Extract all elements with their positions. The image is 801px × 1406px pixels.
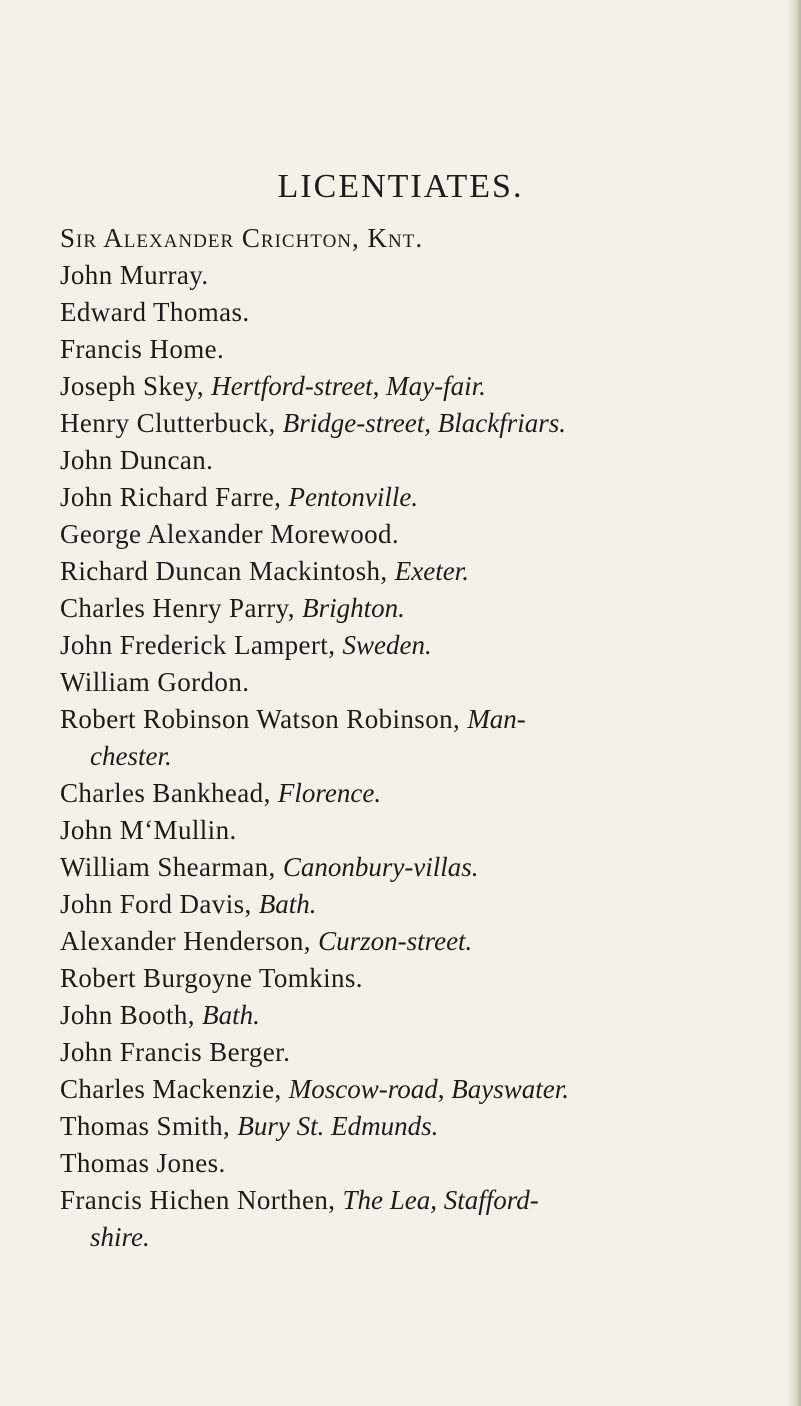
list-item: [60, 627, 770, 664]
list-item: [60, 849, 770, 886]
list-item: [60, 405, 770, 442]
licentiate-place: Bury St. Edmunds.: [237, 1111, 439, 1141]
licentiate-place: Brighton.: [302, 593, 405, 623]
licentiate-name: Thomas Smith,: [60, 1111, 238, 1141]
licentiate-name: John Booth,: [60, 1000, 203, 1030]
licentiate-name: Alexander Henderson,: [60, 926, 319, 956]
licentiate-place: Exeter.: [394, 556, 469, 586]
list-item: [60, 257, 770, 294]
licentiate-name: William Shearman,: [60, 852, 283, 882]
licentiate-name: Francis Hichen Northen,: [60, 1185, 343, 1215]
list-item: [60, 997, 770, 1034]
licentiate-place: Moscow-road, Bayswater.: [288, 1074, 569, 1104]
list-item: [60, 442, 770, 479]
list-item: [60, 664, 770, 701]
licentiate-place: Florence.: [277, 778, 382, 808]
licentiate-name: John Murray.: [60, 260, 209, 290]
list-item: [60, 1071, 770, 1108]
licentiate-name: Edward Thomas.: [60, 297, 250, 327]
licentiate-place: Man-: [467, 704, 526, 734]
licentiate-list: [60, 220, 770, 1256]
licentiate-place: Bridge-street, Blackfriars.: [282, 408, 566, 438]
page-title: LICENTIATES.: [277, 168, 524, 205]
licentiate-name: Charles Mackenzie,: [60, 1074, 289, 1104]
list-item: [60, 553, 770, 590]
list-item: [60, 960, 770, 997]
licentiate-place: Curzon-street.: [318, 926, 473, 956]
licentiate-name: John Ford Davis,: [60, 889, 259, 919]
list-item: [60, 812, 770, 849]
list-item: [60, 294, 770, 331]
list-item: [60, 886, 770, 923]
licentiate-name: Charles Bankhead,: [60, 778, 278, 808]
list-item: [60, 220, 770, 257]
licentiate-name: John Richard Farre,: [60, 482, 289, 512]
list-item: [60, 1145, 770, 1182]
licentiate-name: William Gordon.: [60, 667, 250, 697]
licentiate-place: Canonbury-villas.: [282, 852, 479, 882]
licentiate-place: Bath.: [202, 1000, 260, 1030]
list-item: [60, 923, 770, 960]
licentiate-name: Henry Clutterbuck,: [60, 408, 283, 438]
licentiate-name: Robert Burgoyne Tomkins.: [60, 963, 363, 993]
licentiate-name: John Frederick Lampert,: [60, 630, 343, 660]
licentiate-name: Thomas Jones.: [60, 1148, 226, 1178]
licentiate-place: Sweden.: [342, 630, 432, 660]
list-item: [60, 701, 770, 738]
licentiate-name: Robert Robinson Watson Robinson,: [60, 704, 468, 734]
licentiate-name: Richard Duncan Mackintosh,: [60, 556, 395, 586]
licentiate-place-continuation: chester.: [90, 741, 172, 771]
list-item: [60, 516, 770, 553]
page-edge-shadow: [787, 0, 801, 1406]
list-item: [60, 1182, 770, 1219]
list-item: [60, 1034, 770, 1071]
list-item: [60, 331, 770, 368]
licentiate-name: John M‘Mullin.: [60, 815, 237, 845]
list-item: [60, 590, 770, 627]
licentiate-place: Hertford-street, May-fair.: [211, 371, 486, 401]
licentiate-name: Francis Home.: [60, 334, 225, 364]
licentiate-name: John Duncan.: [60, 445, 214, 475]
licentiate-place-continuation: shire.: [90, 1222, 150, 1252]
licentiate-name: Joseph Skey,: [60, 371, 212, 401]
list-item: [60, 368, 770, 405]
licentiate-name: Sir Alexander Crichton, Knt.: [60, 223, 424, 253]
list-item: [60, 479, 770, 516]
licentiate-name: John Francis Berger.: [60, 1037, 291, 1067]
licentiate-place: The Lea, Stafford-: [342, 1185, 539, 1215]
licentiate-place: Pentonville.: [288, 482, 419, 512]
licentiate-name: Charles Henry Parry,: [60, 593, 303, 623]
licentiate-name: George Alexander Morewood.: [60, 519, 400, 549]
list-item: [60, 775, 770, 812]
licentiate-place: Bath.: [258, 889, 317, 919]
list-item: [60, 1108, 770, 1145]
